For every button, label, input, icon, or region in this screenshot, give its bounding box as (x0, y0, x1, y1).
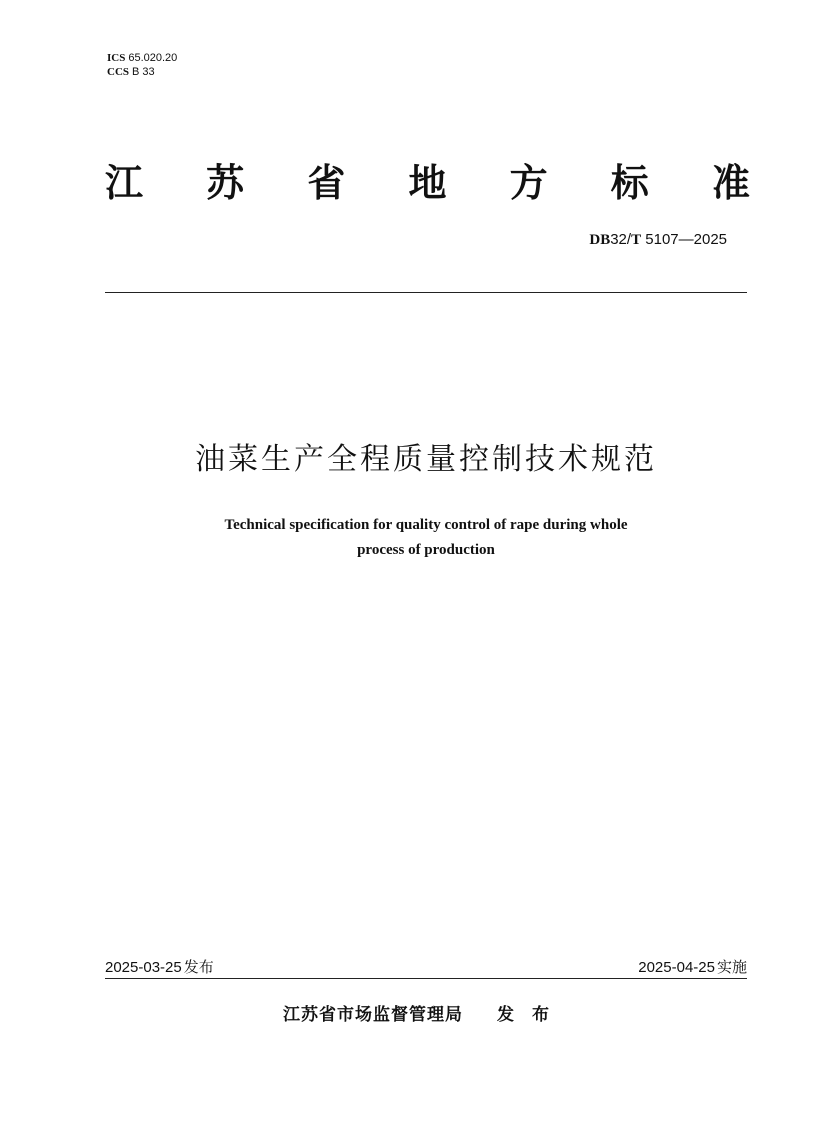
ccs-code (107, 65, 177, 79)
bottom-divider (105, 978, 747, 979)
issuer-name: 江苏省市场监督管理局 (283, 1005, 463, 1025)
issuer (283, 1000, 567, 1025)
english-title (105, 513, 747, 563)
heading-char: 地 (408, 161, 447, 205)
implement-date (638, 956, 747, 977)
english-title-line2: process of production (357, 542, 495, 558)
ccs-value: B 33 (132, 66, 155, 78)
chinese-title: 油菜生产全程质量控制技术规范 (195, 442, 657, 477)
publish-date-value: 2025-03-25 (105, 959, 182, 976)
ics-code (107, 51, 177, 65)
english-title-line1: Technical specification for quality control of rape during whole (224, 517, 628, 533)
standard-number-type: T (631, 232, 642, 248)
top-divider (105, 292, 747, 293)
standard-number-region: 32/ (610, 231, 632, 248)
standard-number (589, 230, 727, 249)
publish-date (105, 956, 214, 977)
ics-label: ICS (107, 52, 126, 64)
issuer-action: 发布 (497, 1005, 567, 1025)
heading-char: 苏 (206, 161, 245, 205)
heading-char: 准 (711, 161, 750, 205)
publish-date-word: 发布 (183, 958, 214, 976)
ccs-label: CCS (107, 66, 130, 78)
ics-value: 65.020.20 (128, 52, 178, 64)
implement-date-value: 2025-04-25 (638, 959, 715, 976)
standard-number-prefix: DB (589, 232, 611, 248)
standard-category-heading (105, 158, 750, 208)
implement-date-word: 实施 (716, 958, 747, 976)
heading-char: 方 (509, 161, 548, 205)
heading-char: 省 (307, 161, 346, 205)
standard-number-value: 5107—2025 (641, 231, 727, 248)
heading-char: 标 (610, 161, 649, 205)
classification-codes (107, 51, 177, 79)
heading-char: 江 (105, 161, 144, 205)
